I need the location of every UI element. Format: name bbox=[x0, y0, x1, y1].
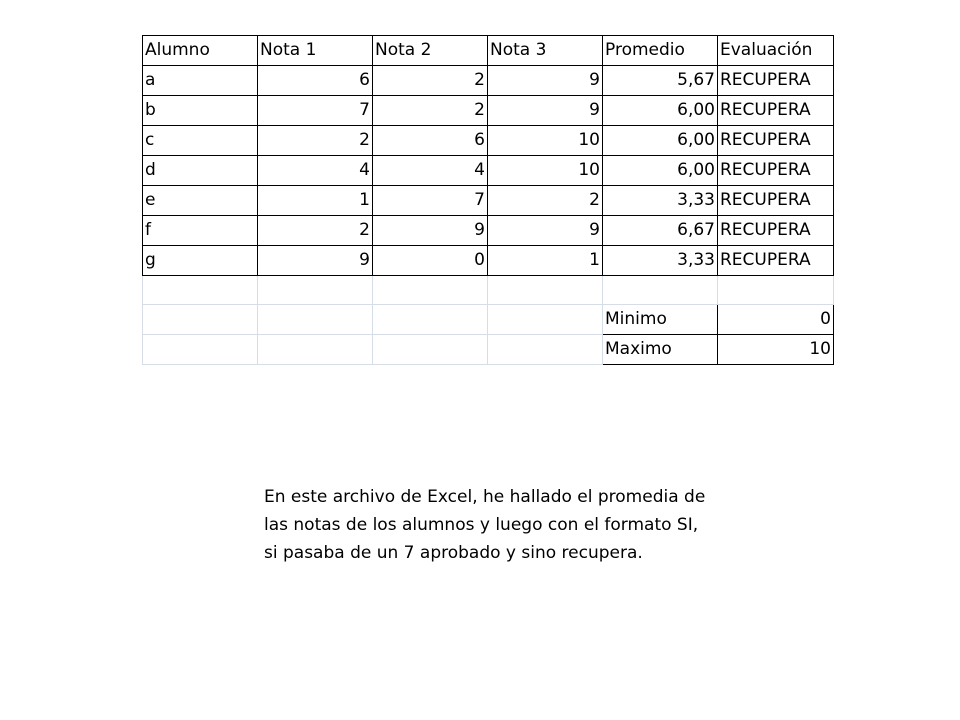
cell-alumno[interactable]: a bbox=[143, 66, 258, 96]
cell-alumno[interactable]: d bbox=[143, 156, 258, 186]
cell-evaluacion[interactable]: RECUPERA bbox=[718, 66, 834, 96]
note-line: En este archivo de Excel, he hallado el promedia de bbox=[264, 487, 706, 507]
cell-alumno[interactable]: e bbox=[143, 186, 258, 216]
cell-alumno[interactable]: c bbox=[143, 126, 258, 156]
cell-promedio[interactable]: 6,00 bbox=[603, 96, 718, 126]
header-cell-alumno[interactable]: Alumno bbox=[143, 36, 258, 66]
cell-nota2[interactable]: 7 bbox=[373, 186, 488, 216]
header-cell-promedio[interactable]: Promedio bbox=[603, 36, 718, 66]
cell-evaluacion[interactable]: RECUPERA bbox=[718, 246, 834, 276]
cell-nota1[interactable]: 1 bbox=[258, 186, 373, 216]
empty-cell[interactable] bbox=[143, 276, 258, 305]
cell-alumno[interactable]: g bbox=[143, 246, 258, 276]
empty-cell[interactable] bbox=[258, 335, 373, 365]
empty-cell[interactable] bbox=[373, 305, 488, 335]
cell-evaluacion[interactable]: RECUPERA bbox=[718, 126, 834, 156]
empty-cell[interactable] bbox=[373, 335, 488, 365]
header-cell-nota3[interactable]: Nota 3 bbox=[488, 36, 603, 66]
empty-cell[interactable] bbox=[143, 335, 258, 365]
cell-nota1[interactable]: 2 bbox=[258, 126, 373, 156]
header-cell-nota1[interactable]: Nota 1 bbox=[258, 36, 373, 66]
cell-nota3[interactable]: 9 bbox=[488, 96, 603, 126]
cell-nota3[interactable]: 2 bbox=[488, 186, 603, 216]
header-cell-nota2[interactable]: Nota 2 bbox=[373, 36, 488, 66]
empty-cell[interactable] bbox=[488, 335, 603, 365]
cell-nota3[interactable]: 9 bbox=[488, 66, 603, 96]
empty-cell[interactable] bbox=[488, 305, 603, 335]
cell-nota1[interactable]: 4 bbox=[258, 156, 373, 186]
max-label-cell[interactable]: Maximo bbox=[603, 335, 718, 365]
cell-promedio[interactable]: 5,67 bbox=[603, 66, 718, 96]
empty-cell[interactable] bbox=[258, 276, 373, 305]
header-cell-evaluacion[interactable]: Evaluación bbox=[718, 36, 834, 66]
table-row bbox=[143, 156, 834, 186]
cell-alumno[interactable]: b bbox=[143, 96, 258, 126]
cell-evaluacion[interactable]: RECUPERA bbox=[718, 216, 834, 246]
min-value-cell[interactable]: 0 bbox=[718, 305, 834, 335]
empty-cell[interactable] bbox=[488, 276, 603, 305]
note-line: las notas de los alumnos y luego con el formato SI, bbox=[264, 515, 699, 535]
table-row bbox=[143, 186, 834, 216]
cell-nota1[interactable]: 2 bbox=[258, 216, 373, 246]
cell-evaluacion[interactable]: RECUPERA bbox=[718, 156, 834, 186]
cell-promedio[interactable]: 6,00 bbox=[603, 156, 718, 186]
empty-row bbox=[143, 276, 834, 305]
cell-nota2[interactable]: 6 bbox=[373, 126, 488, 156]
cell-nota3[interactable]: 9 bbox=[488, 216, 603, 246]
cell-alumno[interactable]: f bbox=[143, 216, 258, 246]
empty-cell[interactable] bbox=[143, 305, 258, 335]
cell-nota1[interactable]: 7 bbox=[258, 96, 373, 126]
empty-cell[interactable] bbox=[603, 276, 718, 305]
cell-promedio[interactable]: 3,33 bbox=[603, 246, 718, 276]
table-row bbox=[143, 96, 834, 126]
empty-cell[interactable] bbox=[258, 305, 373, 335]
cell-promedio[interactable]: 3,33 bbox=[603, 186, 718, 216]
cell-nota2[interactable]: 2 bbox=[373, 96, 488, 126]
table-row bbox=[143, 246, 834, 276]
max-row bbox=[143, 335, 834, 365]
table-row bbox=[143, 66, 834, 96]
cell-evaluacion[interactable]: RECUPERA bbox=[718, 186, 834, 216]
max-value-cell[interactable]: 10 bbox=[718, 335, 834, 365]
cell-nota2[interactable]: 0 bbox=[373, 246, 488, 276]
cell-evaluacion[interactable]: RECUPERA bbox=[718, 96, 834, 126]
cell-promedio[interactable]: 6,67 bbox=[603, 216, 718, 246]
note-line: si pasaba de un 7 aprobado y sino recupera. bbox=[264, 543, 643, 563]
cell-nota3[interactable]: 1 bbox=[488, 246, 603, 276]
min-row bbox=[143, 305, 834, 335]
cell-promedio[interactable]: 6,00 bbox=[603, 126, 718, 156]
empty-cell[interactable] bbox=[373, 276, 488, 305]
table-row bbox=[143, 126, 834, 156]
cell-nota3[interactable]: 10 bbox=[488, 126, 603, 156]
cell-nota1[interactable]: 6 bbox=[258, 66, 373, 96]
cell-nota2[interactable]: 2 bbox=[373, 66, 488, 96]
cell-nota2[interactable]: 9 bbox=[373, 216, 488, 246]
min-label-cell[interactable]: Minimo bbox=[603, 305, 718, 335]
grades-table bbox=[142, 35, 834, 365]
cell-nota1[interactable]: 9 bbox=[258, 246, 373, 276]
header-row bbox=[143, 36, 834, 66]
empty-cell[interactable] bbox=[718, 276, 834, 305]
table-row bbox=[143, 216, 834, 246]
cell-nota2[interactable]: 4 bbox=[373, 156, 488, 186]
cell-nota3[interactable]: 10 bbox=[488, 156, 603, 186]
description-note bbox=[264, 483, 784, 567]
